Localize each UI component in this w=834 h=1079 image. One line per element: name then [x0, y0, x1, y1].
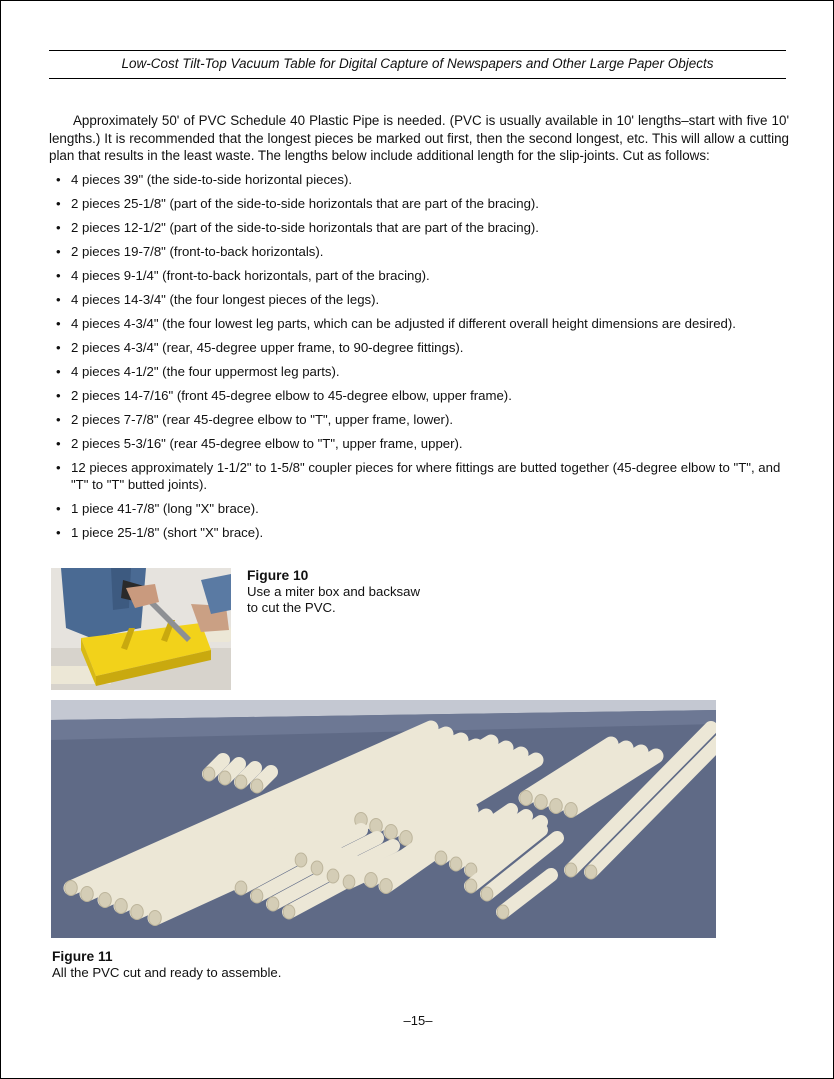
cut-list-item	[56, 267, 791, 284]
pvc-pipe-end	[115, 899, 128, 914]
pvc-pipe-end	[235, 775, 247, 789]
pvc-pipe-end	[235, 881, 247, 895]
cut-list-item-text: 4 pieces 4-3/4" (the four lowest leg parts, which can be adjusted if different overall height dimensions are desired).	[71, 316, 736, 331]
cut-list-item	[56, 315, 791, 332]
figure-11-photo	[51, 700, 716, 938]
cut-list-item-text: 2 pieces 14-7/16" (front 45-degree elbow to 45-degree elbow, upper frame).	[71, 388, 512, 403]
pvc-pipe-end	[400, 831, 413, 846]
cut-list-item-text: 1 piece 25-1/8" (short "X" brace).	[71, 525, 264, 540]
miter-box-illustration	[51, 568, 231, 690]
pvc-pipe-end	[131, 905, 144, 920]
cut-list-item	[56, 500, 791, 517]
page-number: –15–	[403, 1013, 433, 1028]
cut-list-item-text: 2 pieces 19-7/8" (front-to-back horizontals).	[71, 244, 324, 259]
cut-list-item	[56, 291, 791, 308]
bullet-marker: •	[56, 244, 61, 259]
cut-list-item-text: 2 pieces 25-1/8" (part of the side-to-side horizontals that are part of the bracing).	[71, 196, 539, 211]
pvc-pipe-end	[267, 897, 279, 911]
pvc-pipe-end	[149, 911, 162, 926]
pvc-pipe-end	[219, 771, 231, 785]
cut-list-item	[56, 459, 791, 493]
pvc-pipe-end	[203, 767, 215, 781]
bullet-marker: •	[56, 501, 61, 516]
cut-list-item-text: 1 piece 41-7/8" (long "X" brace).	[71, 501, 259, 516]
pvc-pipe-end	[465, 879, 477, 893]
figure-10-caption-line1: Use a miter box and backsaw	[247, 584, 420, 599]
figure-10-photo	[51, 568, 231, 690]
cut-list-item-text: 2 pieces 4-3/4" (rear, 45-degree upper frame, to 90-degree fittings).	[71, 340, 464, 355]
bullet-marker: •	[56, 292, 61, 307]
bullet-marker: •	[56, 316, 61, 331]
pvc-pipe-end	[343, 875, 355, 889]
pvc-pipe-end	[497, 905, 509, 919]
header-top-rule	[49, 50, 786, 51]
pvc-pipe-end	[565, 863, 577, 877]
bullet-marker: •	[56, 364, 61, 379]
cut-list-item	[56, 387, 791, 404]
bullet-marker: •	[56, 525, 61, 540]
cut-list-item-text: 4 pieces 39" (the side-to-side horizontal pieces).	[71, 172, 353, 187]
cut-list-item	[56, 195, 791, 212]
pvc-pipe-end	[65, 881, 78, 896]
figure-11-caption	[52, 949, 281, 981]
pvc-pipe-end	[585, 865, 597, 879]
pvc-pipe-end	[81, 887, 94, 902]
pvc-pipe-end	[450, 857, 462, 871]
pvc-pipe-end	[520, 791, 533, 806]
cut-list-item-text: 2 pieces 7-7/8" (rear 45-degree elbow to "T", upper frame, lower).	[71, 412, 454, 427]
intro-paragraph: Approximately 50' of PVC Schedule 40 Plastic Pipe is needed. (PVC is usually available in 10' lengths–start with five 10' lengths.) It is recommended that the longest pieces be marked out first, then the second longest, etc. This will allow a cutting plan that results in the least waste. The lengths below include additional length for the slip-joints. Cut as follows:	[49, 113, 789, 163]
pvc-pipe-end	[435, 851, 447, 865]
bullet-marker: •	[56, 172, 61, 187]
cut-list-item-text: 4 pieces 9-1/4" (front-to-back horizontals, part of the bracing).	[71, 268, 430, 283]
cut-list-item-text: 2 pieces 12-1/2" (part of the side-to-side horizontals that are part of the bracing).	[71, 220, 539, 235]
pvc-pipe-end	[311, 861, 323, 875]
bullet-marker: •	[56, 436, 61, 451]
cut-list-item	[56, 171, 791, 188]
bullet-marker: •	[56, 412, 61, 427]
pvc-pipe-end	[283, 905, 295, 919]
header-bottom-rule	[49, 78, 786, 79]
pvc-pipe-end	[251, 889, 263, 903]
bullet-marker: •	[56, 460, 61, 475]
cut-list-item-text: 12 pieces approximately 1-1/2" to 1-5/8" coupler pieces for where fittings are butted together (45-degree elbow to "T", and "T" to "T" butted joints).	[71, 460, 781, 492]
pvc-pipe-end	[535, 795, 548, 810]
figure-11-label: Figure 11	[52, 949, 113, 964]
running-header: Low-Cost Tilt-Top Vacuum Table for Digital Capture of Newspapers and Other Large Paper Objects	[121, 56, 714, 71]
cut-list-item	[56, 339, 791, 356]
figure-10-label: Figure 10	[247, 568, 309, 583]
pvc-pipe-end	[251, 779, 263, 793]
pvc-pipe-end	[550, 799, 563, 814]
figure-10-caption-line2: to cut the PVC.	[247, 600, 336, 615]
figure-11-caption-text: All the PVC cut and ready to assemble.	[52, 965, 282, 980]
pvc-pipe-end	[385, 825, 398, 840]
pvc-pipe-end	[380, 879, 393, 894]
cut-list-item	[56, 363, 791, 380]
cut-list-item	[56, 243, 791, 260]
pvc-pipe-end	[327, 869, 339, 883]
pvc-pipe-end	[365, 873, 378, 888]
bullet-marker: •	[56, 388, 61, 403]
cut-list-item-text: 4 pieces 14-3/4" (the four longest pieces of the legs).	[71, 292, 380, 307]
cut-list-item-text: 4 pieces 4-1/2" (the four uppermost leg parts).	[71, 364, 340, 379]
pvc-pipe-end	[565, 803, 578, 818]
bullet-marker: •	[56, 196, 61, 211]
pvc-pipe-end	[99, 893, 112, 908]
pvc-pipe-end	[295, 853, 307, 867]
bullet-marker: •	[56, 220, 61, 235]
pvc-pieces-illustration	[51, 700, 716, 938]
bullet-marker: •	[56, 340, 61, 355]
cut-list-item	[56, 219, 791, 236]
bullet-marker: •	[56, 268, 61, 283]
cut-list-item	[56, 435, 791, 452]
cut-list-item-text: 2 pieces 5-3/16" (rear 45-degree elbow to "T", upper frame, upper).	[71, 436, 463, 451]
cut-list-item	[56, 524, 791, 541]
cut-list-item	[56, 411, 791, 428]
cut-list	[56, 171, 791, 548]
figure-10-caption	[247, 568, 420, 616]
pvc-pipe-end	[481, 887, 493, 901]
